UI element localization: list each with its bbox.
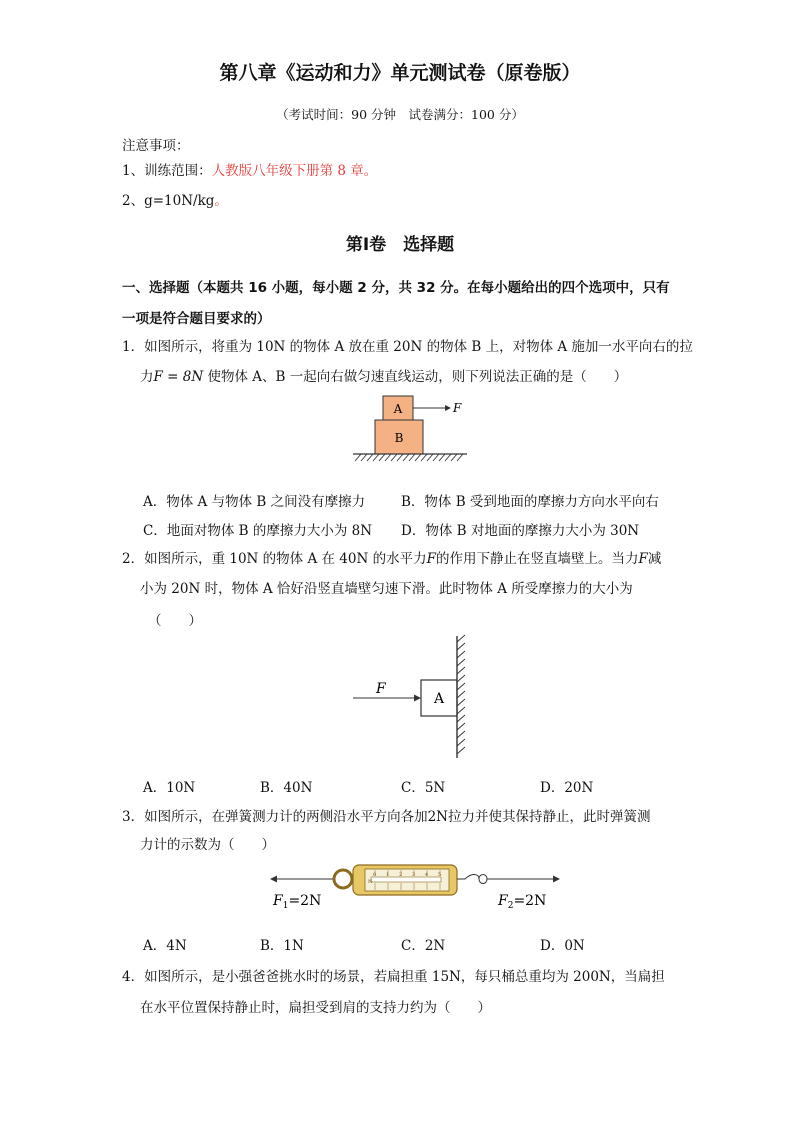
q3-option-c: C．2N <box>401 938 446 954</box>
hook-icon <box>457 875 487 884</box>
note-item-2-label: 2、g=10N/kg <box>122 193 215 209</box>
q1-formula: F = 8N <box>153 369 204 385</box>
q1-line2-end: 使物体 A、B 一起向右做匀速直线运动，则下列说法正确的是（ ） <box>203 369 628 385</box>
q1-option-d: D．物体 B 对地面的摩擦力大小为 30N <box>401 523 640 539</box>
q4-line1: 4．如图所示，是小强爸爸挑水时的场景，若扁担重 15N，每只桶总重均为 200N，当扁担 <box>122 969 665 985</box>
scale-num-3: 3 <box>412 872 416 878</box>
force-label: F <box>453 401 462 415</box>
q1-line2 <box>140 366 627 388</box>
q2-force-symbol-2: F <box>638 551 648 567</box>
note-item-1-label: 1、训练范围： <box>122 163 212 179</box>
q2-line1-middle: 的作用下静止在竖直墙壁上。当力 <box>435 551 639 567</box>
q3-line1-end: 拉力并使其保持静止，此时弹簧测 <box>448 809 651 825</box>
q1-line2-start: 力 <box>140 369 154 385</box>
q1-option-c: C．地面对物体 B 的摩擦力大小为 8N <box>143 523 373 539</box>
part1-instructions-line2: 一项是符合题目要求的） <box>122 311 271 327</box>
q2-figure <box>348 632 478 762</box>
scale-num-2: 2 <box>399 872 403 878</box>
force-arrow-head <box>445 405 451 411</box>
q3-figure <box>265 857 565 917</box>
q2-option-a: A．10N <box>143 780 196 796</box>
q3-line1 <box>122 806 651 828</box>
q1-option-b: B．物体 B 受到地面的摩擦力方向水平向右 <box>401 494 659 510</box>
scale-num-1: 1 <box>386 872 390 878</box>
note-item-1 <box>122 160 377 182</box>
q2-line2: 小为 20N 时，物体 A 恰好沿竖直墙壁匀速下滑。此时物体 A 所受摩擦力的大小为 <box>140 581 633 597</box>
q4-line2: 在水平位置保持静止时，扁担受到肩的支持力约为（ ） <box>140 1000 491 1016</box>
q3-option-d: D．0N <box>540 938 585 954</box>
q2-force-label: F <box>376 681 386 697</box>
section-title: 第Ⅰ卷 选择题 <box>345 235 455 255</box>
q3-line2: 力计的示数为（ ） <box>140 837 275 853</box>
q2-force-arrow-head <box>414 695 421 702</box>
q3-option-b: B．1N <box>260 938 304 954</box>
q3-formula: 2N <box>427 809 448 825</box>
note-item-1-range: 人教版八年级下册第 8 章。 <box>211 163 378 179</box>
q2-option-b: B．40N <box>260 780 313 796</box>
q3-line1-start: 3．如图所示，在弹簧测力计的两侧沿水平方向各加 <box>122 809 428 825</box>
spring-scale-slot <box>371 877 441 882</box>
part1-instructions-line1: 一、选择题（本题共 16 小题，每小题 2 分，共 32 分。在每小题给出的四个选项中，只有 <box>122 280 670 296</box>
q2-block-a-label: A <box>433 691 445 707</box>
q2-option-d: D．20N <box>540 780 594 796</box>
q2-line3: （ ） <box>148 613 202 629</box>
note-item-2 <box>122 190 228 212</box>
f1-label: $F_1=2N$ <box>273 893 322 911</box>
f2-label: $F_2=2N$ <box>498 893 547 911</box>
q1-option-a: A．物体 A 与物体 B 之间没有摩擦力 <box>143 494 366 510</box>
q2-line1-start: 2．如图所示，重 10N 的物体 A 在 40N 的水平力 <box>122 551 427 567</box>
ground-hatching <box>355 454 463 461</box>
q2-line1 <box>122 548 661 570</box>
left-ring <box>334 870 352 888</box>
q3-left-arrow-head <box>270 876 277 883</box>
q2-line1-end: 减 <box>647 551 662 567</box>
q1-figure <box>345 392 475 467</box>
notes-heading: 注意事项： <box>122 138 190 154</box>
wall-hatching <box>457 635 465 754</box>
block-a-label: A <box>393 402 403 416</box>
q2-force-symbol-1: F <box>426 551 436 567</box>
q2-option-c: C．5N <box>401 780 446 796</box>
note-item-2-mark: 。 <box>214 193 228 209</box>
scale-num-0: 0 <box>373 872 377 878</box>
q3-right-arrow-head <box>553 876 560 883</box>
scale-num-4: 4 <box>425 872 429 878</box>
scale-unit-label: N <box>368 879 373 885</box>
q3-option-a: A．4N <box>143 938 187 954</box>
q1-line1: 1．如图所示，将重为 10N 的物体 A 放在重 20N 的物体 B 上，对物体 A 施加一水平向右的拉 <box>122 339 693 355</box>
block-b-label: B <box>394 431 404 445</box>
scale-num-5: 5 <box>438 872 442 878</box>
page-title: 第八章《运动和力》单元测试卷（原卷版） <box>219 62 581 84</box>
exam-info: （考试时间：90 分钟 试卷满分：100 分） <box>276 107 524 122</box>
